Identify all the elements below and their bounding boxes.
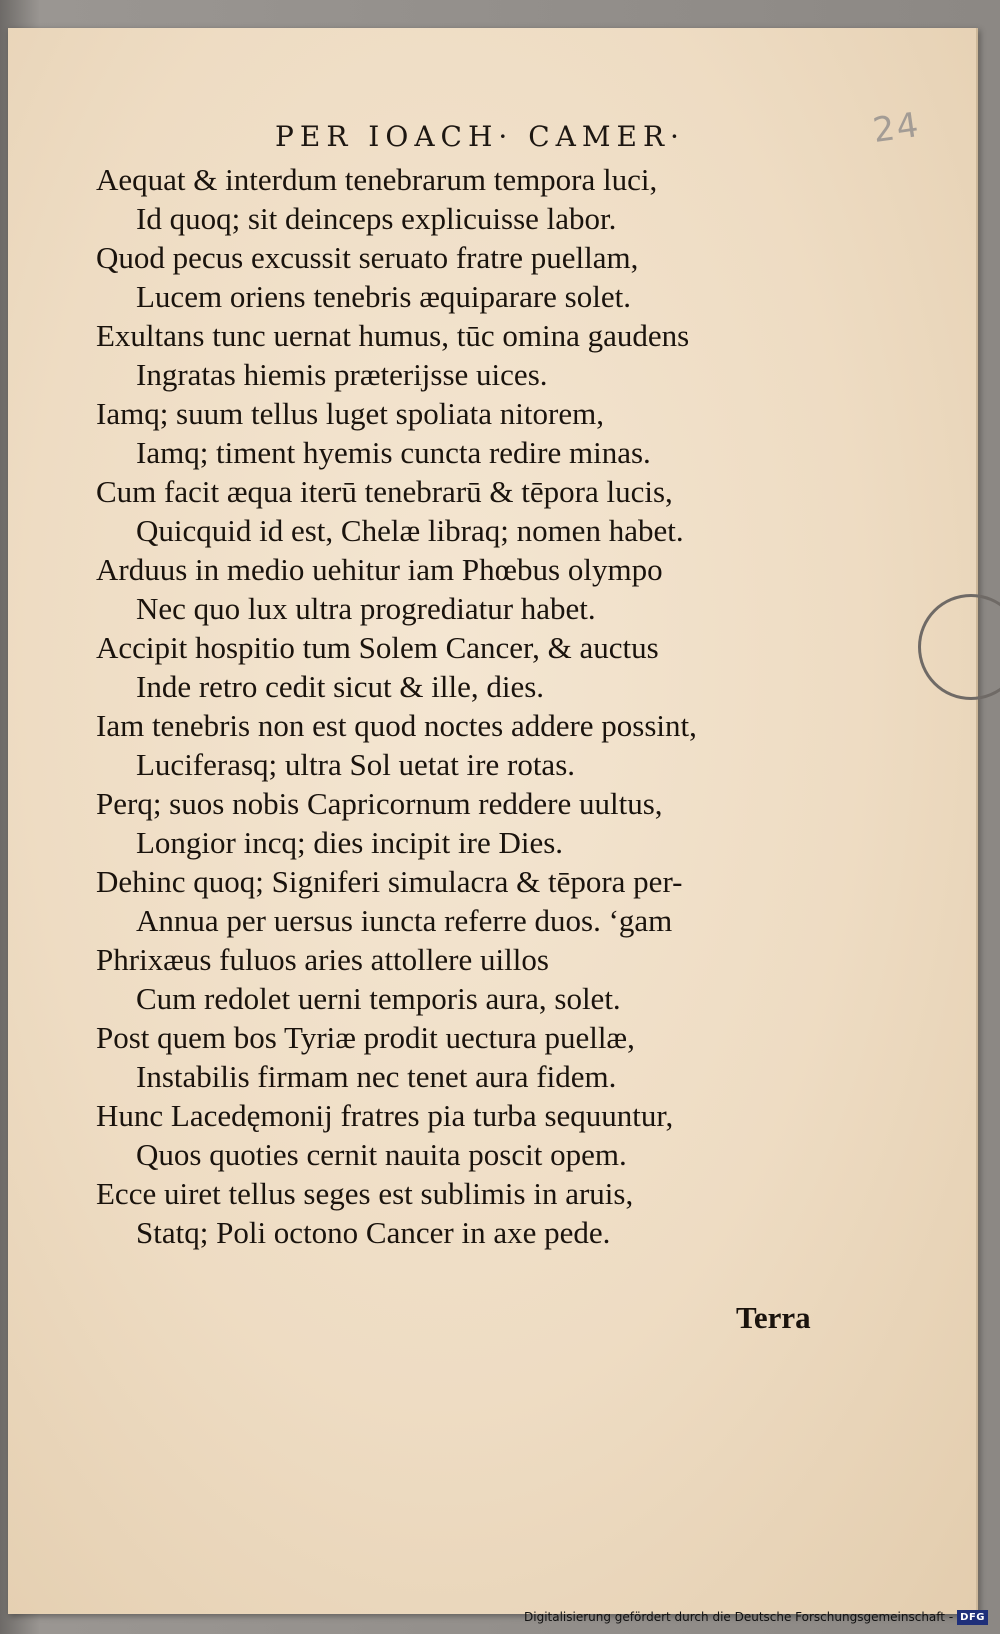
verse-line: Id quoq; sit deinceps explicuisse labor.: [136, 201, 617, 236]
verse-line: Exultans tunc uernat humus, tūc omina gaudens: [96, 318, 690, 353]
verse-line: Iamq; timent hyemis cuncta redire minas.: [136, 435, 651, 470]
verse-line: Iam tenebris non est quod noctes addere possint,: [96, 708, 697, 743]
verse-line: Nec quo lux ultra progrediatur habet.: [136, 591, 596, 626]
verse-line: Quos quoties cernit nauita poscit opem.: [136, 1137, 627, 1172]
verse-line: Luciferasq; ultra Sol uetat ire rotas.: [136, 747, 576, 782]
verse-line: Hunc Lacedęmonij fratres pia turba sequuntur,: [96, 1098, 674, 1133]
verse-line: Dehinc quoq; Signiferi simulacra & tēpora per-: [96, 864, 683, 899]
verse-line: Lucem oriens tenebris æquiparare solet.: [136, 279, 631, 314]
verse-line: Instabilis firmam nec tenet aura fidem.: [136, 1059, 617, 1094]
verse-line: Accipit hospitio tum Solem Cancer, & auctus: [96, 630, 659, 665]
catchword: Terra: [736, 1300, 811, 1335]
verse-line: Ecce uiret tellus seges est sublimis in aruis,: [96, 1176, 634, 1211]
footer-credit: Digitalisierung gefördert durch die Deutsche Forschungsgemeinschaft -: [524, 1610, 954, 1624]
verse-line: Perq; suos nobis Capricornum reddere uultus,: [96, 786, 663, 821]
verse-line: Cum redolet uerni temporis aura, solet.: [136, 981, 621, 1016]
verse-line: Annua per uersus iuncta referre duos. ʻgam: [136, 903, 673, 938]
verse-line: Ingratas hiemis præterijsse uices.: [136, 357, 548, 392]
verse-line: Inde retro cedit sicut & ille, dies.: [136, 669, 545, 704]
verse-line: Phrixæus fuluos aries attollere uillos: [96, 942, 549, 977]
verse-line: Quicquid id est, Chelæ libraq; nomen habet.: [136, 513, 684, 548]
verse-line: Arduus in medio uehitur iam Phœbus olympo: [96, 552, 663, 587]
verse-text: [96, 160, 826, 1252]
verse-line: Aequat & interdum tenebrarum tempora luci,: [96, 162, 658, 197]
verse-line: Quod pecus excussit seruato fratre puellam,: [96, 240, 639, 275]
verse-line: Post quem bos Tyriæ prodit uectura puellæ,: [96, 1020, 635, 1055]
dfg-logo: DFG: [957, 1610, 988, 1625]
running-head: PER IOACH· CAMER·: [275, 120, 685, 153]
folio-number: 24: [870, 104, 923, 152]
verse-line: Longior incq; dies incipit ire Dies.: [136, 825, 564, 860]
verse-line: Iamq; suum tellus luget spoliata nitorem,: [96, 396, 604, 431]
digitization-footer: [524, 1606, 988, 1628]
verse-line: Statq; Poli octono Cancer in axe pede.: [136, 1215, 611, 1250]
verse-line: Cum facit æqua iterū tenebrarū & tēpora lucis,: [96, 474, 673, 509]
